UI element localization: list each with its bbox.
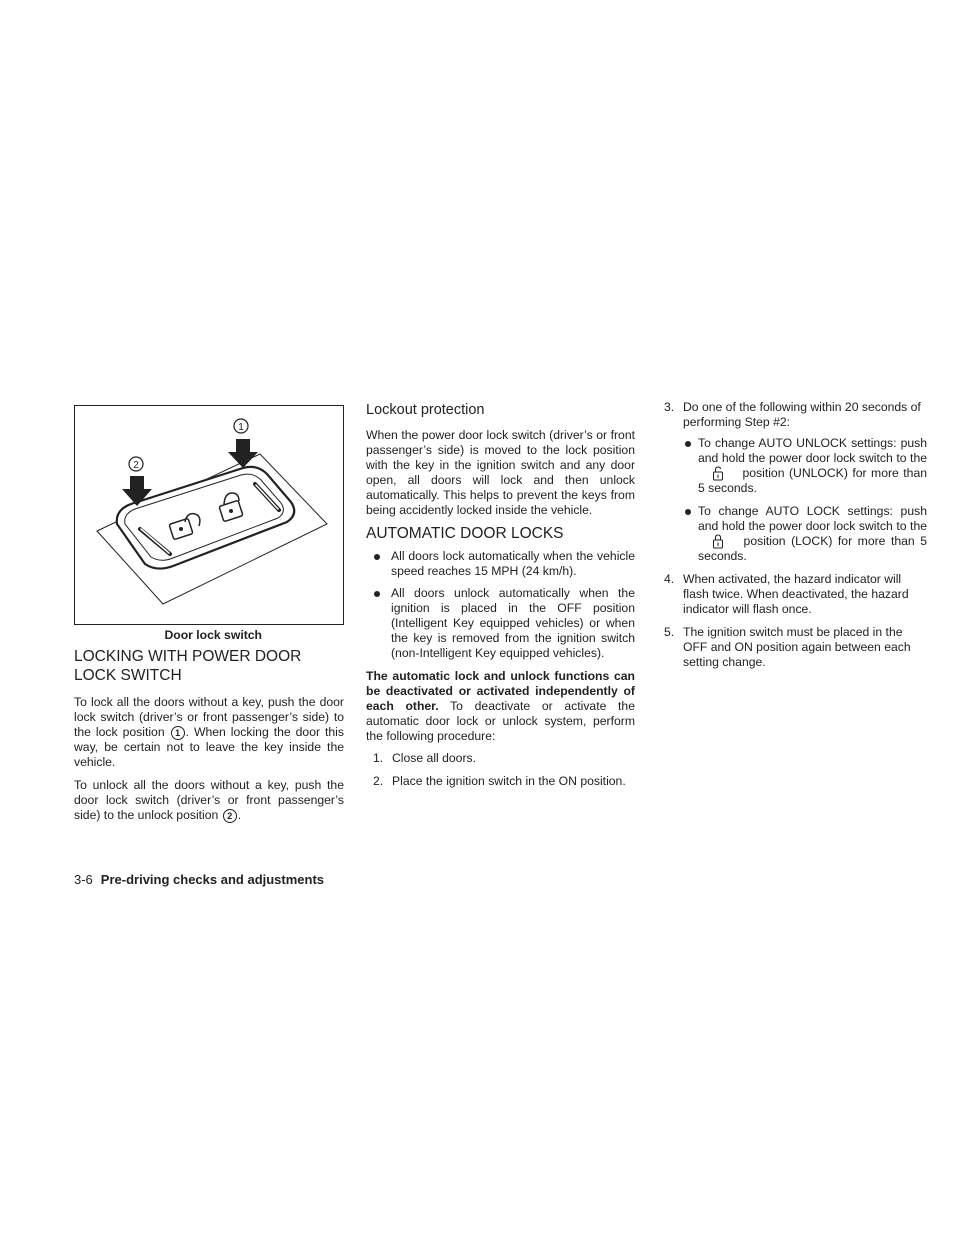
door-lock-switch-illustration	[75, 406, 343, 624]
lockout-paragraph: When the power door lock switch (driver’s or front passenger’s side) is moved to the lock position with the key in the ignition switch and any door open, all doors will lock and then unlock automatically. This helps to prevent the keys from being accidently locked inside the vehicle.	[366, 428, 635, 517]
list-item: 5. The ignition switch must be placed in the OFF and ON position again between each setting change.	[664, 625, 911, 669]
figure-caption: Door lock switch	[164, 628, 262, 642]
list-item: All doors lock automatically when the vehicle speed reaches 15 MPH (24 km/h).	[366, 549, 635, 579]
auto-locks-title: AUTOMATIC DOOR LOCKS	[366, 525, 564, 542]
left-column	[74, 400, 344, 823]
list-item: To change AUTO UNLOCK settings: push and hold the power door lock switch to the position (UNLOCK) for more than 5 seconds.	[683, 436, 927, 496]
unlock-position-icon	[698, 466, 738, 481]
callout-ref-2: 2	[223, 809, 237, 823]
lock-position-icon	[698, 534, 738, 549]
locking-paragraph-2: To unlock all the doors without a key, push the door lock switch (driver’s or front passenger’s side) to the unlock position 2 .	[74, 778, 344, 822]
callout-1: 1	[238, 422, 244, 433]
list-item: 1. Close all doors.	[373, 751, 476, 765]
procedure-steps	[366, 751, 635, 789]
auto-locks-intro: The automatic lock and unlock functions can be deactivated or activated independently of each other. To deactivate or activate the automatic door lock or unlock system, perform the following procedure:	[366, 669, 635, 743]
middle-column	[366, 400, 635, 789]
lockout-title: Lockout protection	[366, 402, 485, 418]
section-name: Pre-driving checks and adjustments	[100, 872, 325, 887]
list-item: To change AUTO LOCK settings: push and hold the power door lock switch to the position (LOCK) for more than 5 seconds.	[683, 504, 927, 564]
locking-section-title: LOCKING WITH POWER DOOR LOCK SWITCH	[74, 648, 302, 684]
list-item: 3. Do one of the following within 20 seconds of performing Step #2: To change AUTO UNLOCK settings: push and hold the power door lock switch to the position (UNLOCK) for more than 5 seconds. To change AUTO LOCK settings: push and hold the power door lock switch to the position (LOCK) for more than 5 seconds.	[664, 400, 928, 563]
list-item: 2. Place the ignition switch in the ON position.	[373, 774, 626, 788]
auto-locks-bullets	[366, 549, 635, 661]
lock-arrow	[228, 439, 258, 468]
callout-ref-1: 1	[171, 726, 185, 740]
locking-paragraph-1: To lock all the doors without a key, push the door lock switch (driver’s or front passenger’s side) to the lock position 1 . When locking the door this way, be certain not to leave the key inside the vehicle.	[74, 695, 344, 769]
step3-options	[683, 436, 927, 564]
door-lock-switch-figure	[74, 405, 344, 625]
callout-2: 2	[133, 460, 139, 471]
page-footer	[74, 872, 324, 887]
right-column	[664, 400, 927, 670]
list-item: All doors unlock automatically when the ignition is placed in the OFF position (Intelligent Key equipped vehicles) or when the key is removed from the ignition switch (non-Intelligent Key equipped vehicles).	[366, 586, 635, 661]
procedure-steps-continued	[664, 400, 927, 670]
list-item: 4. When activated, the hazard indicator will flash twice. When deactivated, the hazard indicator will flash once.	[664, 572, 909, 616]
page-number: 3-6	[74, 872, 93, 887]
